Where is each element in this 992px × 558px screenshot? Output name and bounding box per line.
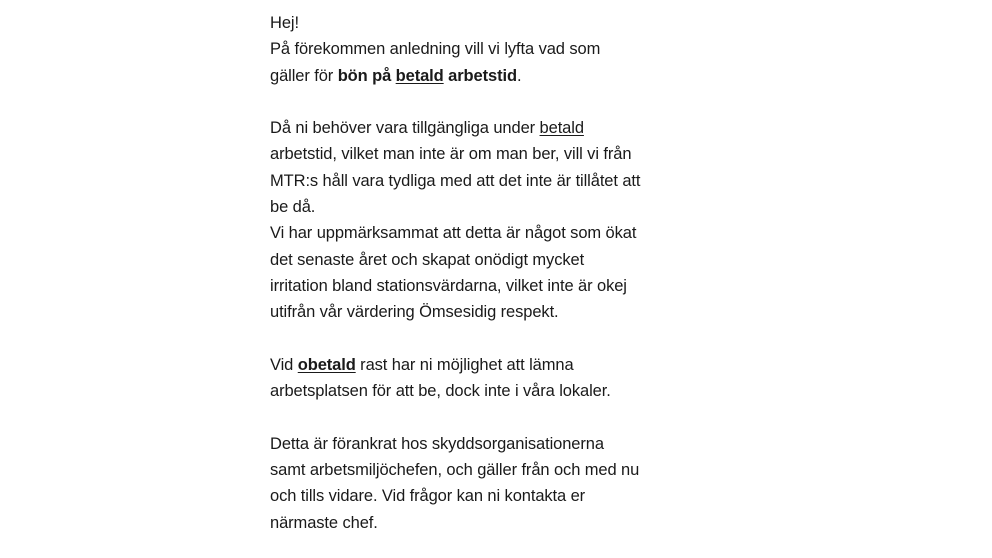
- text: rast har ni möjlighet att lämna: [355, 355, 574, 374]
- underlined-betald: betald: [539, 119, 584, 138]
- bold-text-part: arbetstid: [443, 66, 517, 85]
- bold-text: [298, 356, 356, 374]
- paragraph-gap: [270, 89, 690, 115]
- paragraph-4-line-1: Detta är förankrat hos skyddsorganisationerna: [270, 434, 604, 453]
- paragraph-4-line-3: och tills vidare. Vid frågor kan ni kontakta er: [270, 487, 586, 506]
- text: .: [516, 66, 522, 85]
- paragraph-4-line-4: närmaste chef.: [270, 513, 378, 532]
- paragraph-2-line-8: utifrån vår värdering Ömsesidig respekt.: [270, 303, 559, 322]
- message-body: [270, 10, 690, 536]
- paragraph-1-line-2: [270, 63, 690, 89]
- text: gäller för: [270, 66, 338, 85]
- bold-text: [338, 67, 517, 85]
- paragraph-2-line-1: [270, 115, 690, 141]
- paragraph-2-line-6: det senaste året och skapat onödigt mycket: [270, 250, 585, 269]
- greeting: Hej!: [270, 14, 299, 32]
- bold-text-part: bön på: [337, 66, 396, 85]
- paragraph-gap: [270, 326, 690, 352]
- paragraph-1-line-1: På förekommen anledning vill vi lyfta vad som: [270, 40, 601, 59]
- text: Vid: [270, 355, 298, 374]
- underlined-obetald: obetald: [297, 355, 356, 374]
- paragraph-2-line-5: Vi har uppmärksammat att detta är något som ökat: [270, 224, 637, 243]
- paragraph-2-line-3: MTR:s håll vara tydliga med att det inte är tillåtet att: [270, 171, 641, 190]
- paragraph-4-line-2: samt arbetsmiljöchefen, och gäller från och med nu: [270, 461, 640, 480]
- paragraph-3-line-2: arbetsplatsen för att be, dock inte i våra lokaler.: [270, 382, 611, 401]
- paragraph-2-line-4: be då.: [270, 198, 316, 217]
- paragraph-2-line-7: irritation bland stationsvärdarna, vilket inte är okej: [270, 276, 627, 295]
- paragraph-3-line-1: [270, 352, 690, 378]
- text: Då ni behöver vara tillgängliga under: [270, 119, 540, 138]
- underlined-betald: betald: [395, 66, 444, 85]
- paragraph-2-line-2: arbetstid, vilket man inte är om man ber, vill vi från: [270, 145, 632, 164]
- paragraph-gap: [270, 404, 690, 430]
